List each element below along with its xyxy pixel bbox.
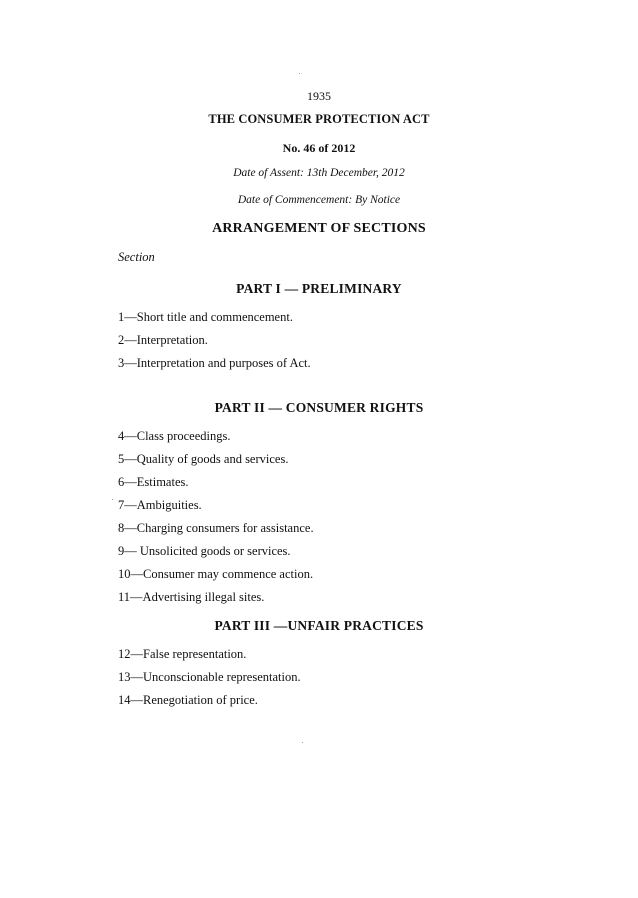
part-heading: PART I — PRELIMINARY — [236, 281, 402, 296]
part-heading: PART II — CONSUMER RIGHTS — [214, 400, 424, 415]
section-entry: 11—Advertising illegal sites. — [118, 590, 265, 604]
date-of-commencement: Date of Commencement: By Notice — [237, 194, 401, 206]
section-entry: 6—Estimates. — [118, 475, 189, 489]
section-entry: 7—Ambiguities. — [118, 498, 202, 512]
section-label: Section — [118, 250, 155, 264]
scan-speck — [112, 499, 113, 500]
act-number: No. 46 of 2012 — [282, 141, 356, 155]
section-entry: 8—Charging consumers for assistance. — [118, 521, 314, 535]
section-entry: 5—Quality of goods and services. — [118, 452, 289, 466]
section-entry: 13—Unconscionable representation. — [118, 670, 301, 684]
section-entry: 3—Interpretation and purposes of Act. — [118, 356, 311, 370]
section-entry: 12—False representation. — [118, 647, 247, 661]
section-entry: 14—Renegotiation of price. — [118, 693, 258, 707]
date-of-assent: Date of Assent: 13th December, 2012 — [233, 167, 405, 179]
arrangement-heading: ARRANGEMENT OF SECTIONS — [212, 221, 426, 236]
section-entry: 9— Unsolicited goods or services. — [118, 544, 291, 558]
section-entry: 1—Short title and commencement. — [118, 310, 293, 324]
act-title: THE CONSUMER PROTECTION ACT — [208, 112, 430, 126]
part-heading: PART III —UNFAIR PRACTICES — [214, 618, 424, 633]
scan-speck — [302, 742, 303, 743]
section-entry: 10—Consumer may commence action. — [118, 567, 314, 581]
section-entry: 4—Class proceedings. — [118, 429, 231, 443]
page-number: 1935 — [307, 89, 331, 103]
section-entry: 2—Interpretation. — [118, 333, 208, 347]
scan-speck — [299, 73, 300, 74]
